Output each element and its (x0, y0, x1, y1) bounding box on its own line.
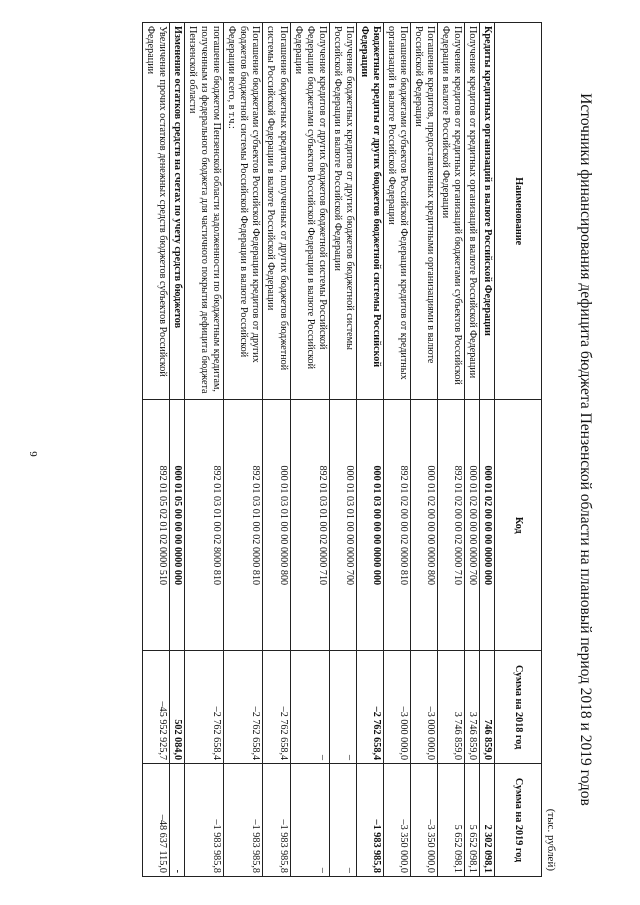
cell-sum-2019: –48 637 115,0 (143, 764, 170, 877)
cell-sum-2019: 5 652 098,1 (437, 764, 464, 877)
header-sum-2018: Сумма на 2018 год (495, 651, 542, 764)
cell-sum-2018: 746 859,0 (479, 651, 494, 764)
cell-name: Изменение остатков средств на счетах по учету средств бюджетов (170, 23, 185, 400)
cell-sum-2019: –3 350 000,0 (410, 764, 437, 877)
table-row (263, 23, 290, 877)
header-code: Код (495, 400, 542, 651)
cell-code: 892 01 03 01 00 02 0000 710 (290, 400, 329, 651)
cell-code: 000 01 03 01 00 00 0000 800 (263, 400, 290, 651)
cell-name: Погашение бюджетами субъектов Российской Федерации кредитов от кредитных организаций в валюте Российской Федерации (383, 23, 410, 400)
cell-code: 892 01 03 01 00 02 8000 810 (185, 400, 224, 651)
cell-sum-2018: – (290, 651, 329, 764)
header-sum-2019: Сумма на 2019 год (495, 764, 542, 877)
cell-code: 000 01 03 01 00 00 0000 700 (329, 400, 356, 651)
cell-sum-2019: –1 983 985,8 (224, 764, 263, 877)
cell-sum-2018: –2 762 658,4 (224, 651, 263, 764)
cell-sum-2018: –3 000 000,0 (383, 651, 410, 764)
table-row (290, 23, 329, 877)
table-row (329, 23, 356, 877)
table-row (410, 23, 437, 877)
cell-code: 892 01 05 02 01 02 0000 510 (143, 400, 170, 651)
financing-sources-table (142, 22, 542, 877)
table-body (143, 23, 495, 877)
page-number: 6 (28, 451, 40, 457)
cell-name: Погашение бюджетных кредитов, полученных от других бюджетов бюджетной системы Российской Федерации в валюте Российской Федерации (263, 23, 290, 400)
cell-sum-2019: –1 983 985,8 (263, 764, 290, 877)
cell-sum-2019: 2 302 098,1 (479, 764, 494, 877)
cell-sum-2018: 3 746 859,0 (464, 651, 479, 764)
cell-code: 892 01 02 00 00 02 0000 810 (383, 400, 410, 651)
cell-name: Увеличение прочих остатков денежных средств бюджетов субъектов Российской Федерации (143, 23, 170, 400)
units-label: (тыс. рублей) (545, 808, 557, 871)
cell-name: погашение бюджетом Пензенской области задолженности по бюджетным кредитам, полученным из федерального бюджета для частичного покрытия дефицита бюджета Пензенской области (185, 23, 224, 400)
cell-name: Погашение бюджетами субъектов Российской Федерации кредитов от других бюджетов бюджетной системы Российской Федерации в валюте Российской Федерации всего, в т.ч.: (224, 23, 263, 400)
cell-sum-2018: – (329, 651, 356, 764)
table-row (437, 23, 464, 877)
header-name: Наименование (495, 23, 542, 400)
cell-name: Получение кредитов от кредитных организаций в валюте Российской Федерации (464, 23, 479, 400)
table-header-row (495, 23, 542, 877)
cell-name: Погашение кредитов, предоставленных кредитными организациями в валюте Российской Федерации (410, 23, 437, 400)
table-row (170, 23, 185, 877)
cell-name: Получение кредитов от кредитных организаций бюджетами субъектов Российской Федерации в валюте Российской Федерации (437, 23, 464, 400)
cell-sum-2019: - (170, 764, 185, 877)
table-row (356, 23, 383, 877)
cell-name: Получение кредитов от других бюджетов бюджетной системы Российской Федерации бюджетами субъектов Российской Федерации в валюте Российской Федерации (290, 23, 329, 400)
cell-sum-2018: –3 000 000,0 (410, 651, 437, 764)
cell-code: 892 01 02 00 00 02 0000 710 (437, 400, 464, 651)
table-row (143, 23, 170, 877)
cell-sum-2019: 5 652 098,1 (464, 764, 479, 877)
cell-sum-2018: –2 762 658,4 (263, 651, 290, 764)
cell-code: 000 01 03 00 00 00 0000 000 (356, 400, 383, 651)
cell-sum-2019: –3 350 000,0 (383, 764, 410, 877)
table-row (224, 23, 263, 877)
rotated-page-content (142, 22, 612, 877)
cell-code: 892 01 03 01 00 02 0000 810 (224, 400, 263, 651)
table-row (479, 23, 494, 877)
cell-sum-2019: –1 983 985,8 (356, 764, 383, 877)
cell-sum-2018: 3 746 859,0 (437, 651, 464, 764)
table-row (383, 23, 410, 877)
cell-sum-2019: – (290, 764, 329, 877)
cell-code: 000 01 05 00 00 00 0000 000 (170, 400, 185, 651)
cell-sum-2018: –2 762 658,4 (185, 651, 224, 764)
cell-name: Кредиты кредитных организаций в валюте Российской Федерации (479, 23, 494, 400)
cell-sum-2018: –45 952 925,7 (143, 651, 170, 764)
table-row (185, 23, 224, 877)
cell-sum-2018: –2 762 658,4 (356, 651, 383, 764)
cell-name: Бюджетные кредиты от других бюджетов бюджетной системы Российской Федерации (356, 23, 383, 400)
cell-sum-2019: – (329, 764, 356, 877)
cell-code: 000 01 02 00 00 00 0000 000 (479, 400, 494, 651)
cell-code: 000 01 02 00 00 00 0000 800 (410, 400, 437, 651)
cell-sum-2018: 502 084,0 (170, 651, 185, 764)
table-row (464, 23, 479, 877)
cell-sum-2019: –1 983 985,8 (185, 764, 224, 877)
cell-code: 000 01 02 00 00 00 0000 700 (464, 400, 479, 651)
document-title: Источники финансирования дефицита бюджета Пензенской области на плановый период 2018 и 2019 годов (577, 93, 594, 806)
cell-name: Получение бюджетных кредитов от других бюджетов бюджетной системы Российской Федерации в валюте Российской Федерации (329, 23, 356, 400)
